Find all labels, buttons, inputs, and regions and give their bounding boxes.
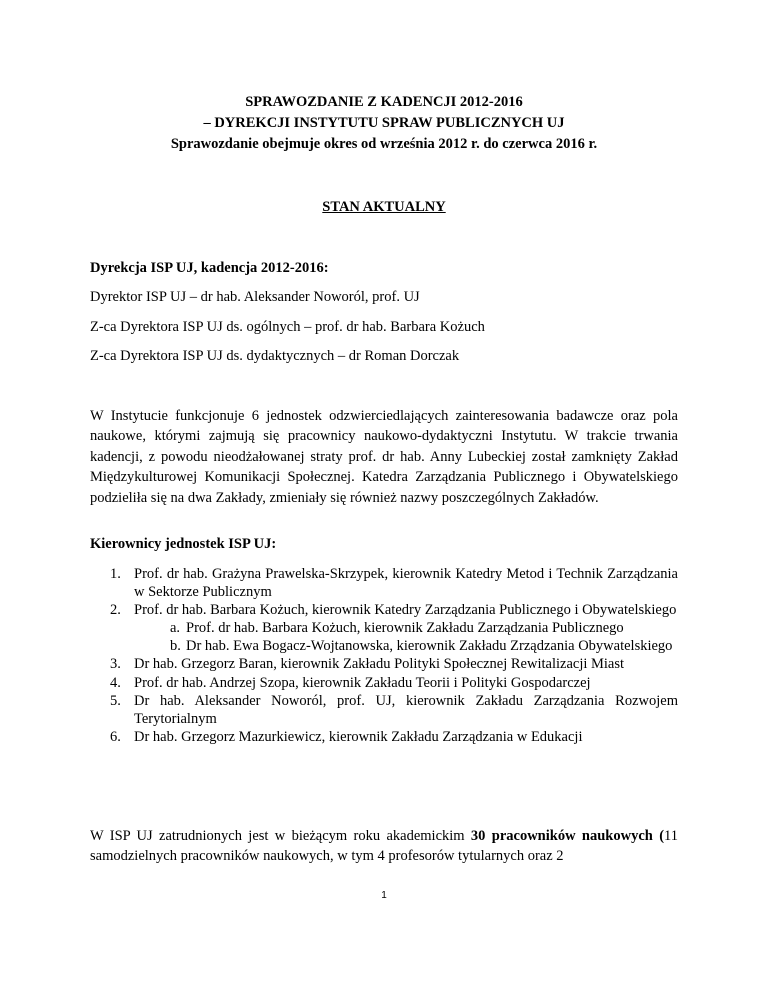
staff-paragraph: W ISP UJ zatrudnionych jest w bieżącym roku akademickim 30 pracowników naukowych (11 samodzielnych pracowników naukowych, w tym 4 profesorów tytularnych oraz 2: [90, 828, 678, 865]
page-number: 1: [381, 890, 387, 901]
list-item: 5. Dr hab. Aleksander Noworól, prof. UJ, kierownik Zakładu Zarządzania Rozwojem Terytorialnym: [110, 692, 678, 727]
deputy-director-didactic-line: Z-ca Dyrektora ISP UJ ds. dydaktycznych – dr Roman Dorczak: [90, 348, 460, 364]
intro-paragraph: W Instytucie funkcjonuje 6 jednostek odzwierciedlających zainteresowania badawcze oraz pola naukowe, którymi zajmują się pracownicy naukowo-dydaktyczni Instytutu. W trakcie trwania kadencji, z powodu nieodżałowanej straty prof. dr hab. Anny Lubeckiej został zamknięty Zakład Międzykulturowej Komunikacji Społecznej. Katedra Zarządzania Publicznego i Obywatelskiego podzieliła się na dwa Zakłady, zmieniały się również nazwy poszczególnych Zakładów.: [90, 408, 678, 506]
deputy-director-general-line: Z-ca Dyrektora ISP UJ ds. ogólnych – prof. dr hab. Barbara Kożuch: [90, 319, 485, 335]
section-title: STAN AKTUALNY: [322, 199, 446, 215]
list-item: 4. Prof. dr hab. Andrzej Szopa, kierownik Zakładu Teorii i Polityki Gospodarczej: [110, 674, 591, 691]
section-title-wrapper: [90, 199, 678, 216]
list-subitem: a. Prof. dr hab. Barbara Kożuch, kierownik Zakładu Zarządzania Publicznego: [170, 620, 624, 637]
heads-heading: Kierownicy jednostek ISP UJ:: [90, 536, 277, 552]
list-item: 2. Prof. dr hab. Barbara Kożuch, kierownik Katedry Zarządzania Publicznego i Obywatelskiego: [110, 602, 677, 619]
report-subtitle: – DYREKCJI INSTYTUTU SPRAW PUBLICZNYCH UJ: [203, 115, 565, 131]
list-item: 3. Dr hab. Grzegorz Baran, kierownik Zakładu Polityki Społecznej Rewitalizacji Miast: [110, 656, 625, 673]
report-period: Sprawozdanie obejmuje okres od września 2012 r. do czerwca 2016 r.: [170, 136, 598, 152]
report-title: SPRAWOZDANIE Z KADENCJI 2012-2016: [245, 94, 523, 110]
report-header: [90, 92, 678, 155]
list-item: 6. Dr hab. Grzegorz Mazurkiewicz, kierownik Zakładu Zarządzania w Edukacji: [110, 728, 583, 745]
list-subitem: b. Dr hab. Ewa Bogacz-Wojtanowska, kierownik Zakładu Zrządzania Obywatelskiego: [170, 638, 673, 655]
directorate-heading: Dyrekcja ISP UJ, kadencja 2012-2016:: [90, 260, 329, 276]
list-item: 1. Prof. dr hab. Grażyna Prawelska-Skrzypek, kierownik Katedry Metod i Technik Zarządzania w Sektorze Publicznym: [110, 566, 678, 601]
heads-list: [90, 565, 678, 746]
director-line: Dyrektor ISP UJ – dr hab. Aleksander Noworól, prof. UJ: [90, 289, 420, 305]
